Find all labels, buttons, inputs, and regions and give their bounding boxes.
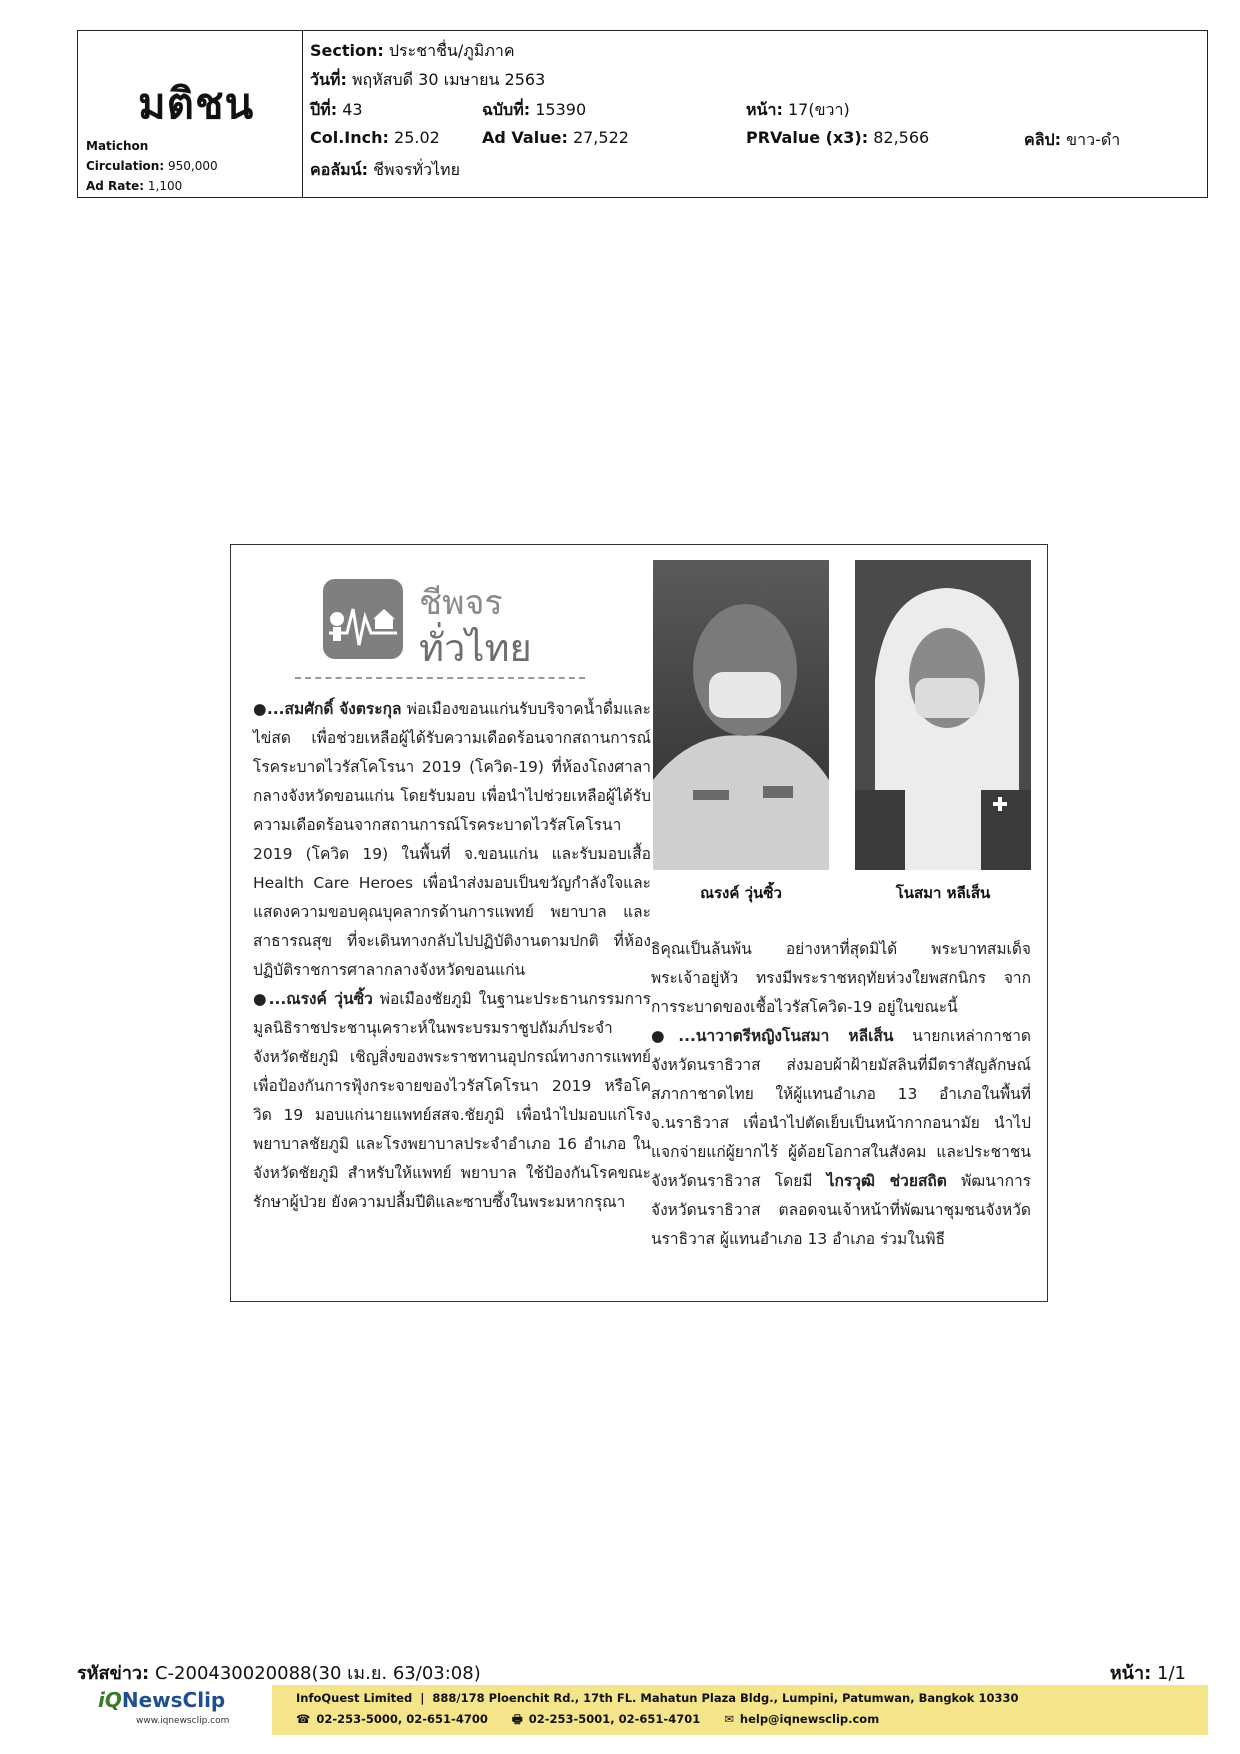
iqnewsclip-url: www.iqnewsclip.com (136, 1716, 230, 1726)
ad-rate: Ad Rate: 1,100 (86, 179, 183, 193)
person-name: ●...ณรงค์ วุ่นซิ้ว (253, 990, 373, 1008)
iqnewsclip-logo: iQNewsClip (98, 1688, 226, 1712)
phone-icon: ☎ (296, 1712, 311, 1726)
fax-number: 02-253-5001, 02-651-4701 (528, 1712, 701, 1726)
paragraph-text: พ่อเมืองชัยภูมิ ในฐานะประธานกรรมการ มูลนิธิราชประชานุเคราะห์ในพระบรมราชูปถัมภ์ประจำจังหวัดชัยภูมิ เชิญสิ่งของพระราชทานอุปกรณ์ทางการแพทย์เพื่อป้องกันการฟุ้งกระจายของไวรัสโคโรนา 2019 หรือโควิด 19 มอบแก่นายแพทย์สสจ.ชัยภูมิ เพื่อนำไปมอบแก่โรงพยาบาลชัยภูมิ และโรงพยาบาลประจำอำเภอ 16 อำเภอ ในจังหวัดชัยภูมิ สำหรับให้แพทย์ พยาบาล ใช้ป้องกันโรคขณะรักษาผู้ป่วย ยังความปลื้มปีติและซาบซึ้งในพระมหากรุณา (253, 990, 651, 1211)
photo-narong (653, 560, 829, 870)
phone-number: 02-253-5000, 02-651-4700 (316, 1712, 488, 1726)
brand-divider (295, 677, 585, 679)
publication-logo: มติชน (138, 79, 255, 128)
paragraph-text: พ่อเมืองขอนแก่นรับบริจาคน้ำดื่มและไข่สด เพื่อช่วยเหลือผู้ได้รับความเดือดร้อนจากสถานการณ์โรคระบาดไวรัสโคโรนา 2019 (โควิด-19) ที่ห้องโถงศาลากลางจังหวัดขอนแก่น โดยรับมอบ เพื่อนำไปช่วยเหลือผู้ได้รับความเดือดร้อนจากสถานการณ์โรคระบาดไวรัสโคโรนา 2019 (โควิด 19) ในพื้นที่ จ.ขอนแก่น และรับมอบเสื้อ Health Care Heroes เพื่อนำส่งมอบเป็นขวัญกำลังใจและแสดงความขอบคุณบุคลากรด้านการแพทย์ พยาบาล และสาธารณสุข ที่จะเดินทางกลับไปปฏิบัติงานตามปกติ ที่ห้องปฏิบัติราชการศาลากลางจังหวัดขอนแก่น (253, 700, 651, 979)
paragraph-1 (253, 695, 651, 985)
photo-nosama (855, 560, 1031, 870)
paragraph-3 (651, 1022, 1031, 1254)
photo-caption-2: โนสมา หลีเส็น (895, 884, 991, 902)
section-field: Section: ประชาชื่น/ภูมิภาค (310, 41, 515, 60)
page-number: หน้า: 1/1 (1109, 1663, 1186, 1684)
year-field: ปีที่: 43 (310, 100, 363, 119)
date-field: วันที่: พฤหัสบดี 30 เมษายน 2563 (310, 70, 546, 89)
issue-field: ฉบับที่: 15390 (482, 100, 587, 119)
article-right-column (651, 935, 1031, 1254)
person-name: ●...นาวาตรีหญิงโนสมา หลีเส็น (651, 1027, 894, 1045)
contact-band (272, 1685, 1208, 1735)
advalue-field: Ad Value: 27,522 (482, 128, 629, 147)
person-name: ●...สมศักดิ์ จังตระกุล (253, 700, 402, 718)
email-address: help@iqnewsclip.com (739, 1712, 880, 1726)
paragraph-2 (253, 985, 651, 1217)
paragraph-text: พัฒนาการจังหวัดนราธิวาส ตลอดจนเจ้าหน้าที่พัฒนาชุมชนจังหวัดนราธิวาส ผู้แทนอำเภอ 13 อำเภอ ร่วมในพิธี (651, 1172, 1032, 1248)
email-icon: ✉ (724, 1712, 734, 1726)
prvalue-field: PRValue (x3): 82,566 (746, 128, 930, 147)
person-name: ไกรวุฒิ ช่วยสถิต (826, 1172, 947, 1190)
colinch-field: Col.Inch: 25.02 (310, 128, 440, 147)
pulse-city-icon (323, 579, 403, 659)
article-left-column (253, 695, 651, 1217)
fax-icon: 🖶 (511, 1712, 523, 1726)
company-address: InfoQuest Limited | 888/178 Ploenchit Rd., 17th FL. Mahatun Plaza Bldg., Lumpini, Patumwan, Bangkok 10330 (296, 1691, 1019, 1705)
publication-name: Matichon (86, 139, 149, 153)
header-divider (302, 31, 303, 197)
clipping-header (77, 30, 1208, 198)
column-field: คอลัมน์: ชีพจรทั่วไทย (310, 160, 460, 179)
news-code: รหัสข่าว: C-200430020088(30 เม.ย. 63/03:08) (77, 1663, 481, 1684)
brand-title-line2: ทั่วไทย (419, 626, 532, 670)
clip-field: คลิป: ขาว-ดำ (1024, 130, 1121, 149)
contact-line (296, 1712, 879, 1731)
photo-caption-1: ณรงค์ วุ่นซิ้ว (700, 884, 782, 902)
paragraph-2-continued: ธิคุณเป็นล้นพ้น อย่างหาที่สุดมิได้ พระบาทสมเด็จพระเจ้าอยู่หัว ทรงมีพระราชหฤทัยห่วงใยพสกนิกร จากการระบาดของเชื้อไวรัสโควิด-19 อยู่ในขณะนี้ (651, 940, 1031, 1016)
page-field: หน้า: 17(ขวา) (746, 100, 850, 119)
circulation: Circulation: 950,000 (86, 159, 218, 173)
column-brand (323, 575, 593, 675)
news-article (230, 544, 1048, 1302)
paragraph-text: นายกเหล่ากาชาดจังหวัดนราธิวาส ส่งมอบผ้าฝ้ายมัสลินที่มีตราสัญลักษณ์สภากาชาดไทย ให้ผู้แทนอำเภอ 13 อำเภอในพื้นที่ จ.นราธิวาส เพื่อนำไปตัดเย็บเป็นหน้ากากอนามัย นำไปแจกจ่ายแก่ผู้ยากไร้ ผู้ด้อยโอกาสในสังคม และประชาชนจังหวัดนราธิวาส โดยมี (651, 1027, 1031, 1190)
brand-title-line1: ชีพจร (419, 583, 503, 623)
